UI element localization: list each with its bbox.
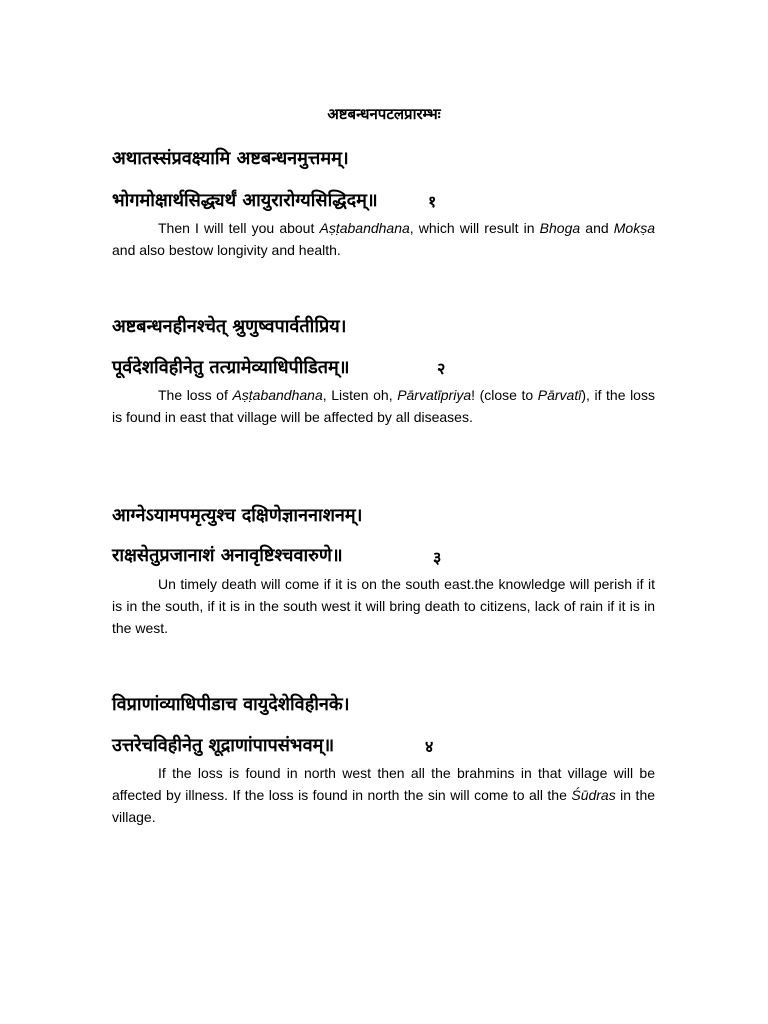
verse-3-translation: Un timely death will come if it is on the south east.the knowledge will perish if it is in the south, if it is in the south west it will bring death to citizens, lack of rain if it is in the west. bbox=[112, 576, 655, 636]
verse-2-number: २ bbox=[437, 359, 446, 378]
verse-4-translation: If the loss is found in north west then all the brahmins in that village will be affected by illness. If the loss is found in north the sin will come to all the Śūdras in the village. bbox=[112, 765, 656, 825]
verse-1-translation: Then I will tell you about Aṣṭabandhana, which will result in Bhoga and Mokṣa and also bestow longivity and health. bbox=[112, 220, 655, 258]
verse-4-line-2: उत्तरेचविहीनेतु शूद्राणांपापसंभवम्॥ bbox=[112, 735, 335, 756]
verse-1-number: १ bbox=[428, 192, 437, 211]
verse-1-line-2: भोगमोक्षार्थसिद्ध्यर्थं आयुरारोग्यसिद्धिदम्॥ bbox=[112, 190, 378, 211]
verse-2-translation: The loss of Aṣṭabandhana, Listen oh, Pārvatīpriya! (close to Pārvatī), if the loss is found in east that village will be affected by all diseases. bbox=[112, 387, 655, 425]
verse-1-line-1: अथातस्संप्रवक्ष्यामि अष्टबन्धनमुत्तमम्। bbox=[112, 148, 349, 169]
verse-4-line-1: विप्राणांव्याधिपीडाच वायुदेशेविहीनके। bbox=[112, 694, 350, 715]
verse-3-number: ३ bbox=[433, 548, 442, 567]
verse-2-line-1: अष्टबन्धनहीनश्चेत् श्रुणुष्वपार्वतीप्रिय। bbox=[112, 316, 347, 337]
verse-3-line-2: राक्षसेतुप्रजानाशं अनावृष्टिश्चवारुणे॥ bbox=[112, 545, 343, 566]
verse-3-line-1: आग्नेऽयामपमृत्युश्च दक्षिणेज्ञाननाशनम्। bbox=[112, 505, 363, 526]
verse-2-line-2: पूर्वदेशविहीनेतु तत्ग्रामेव्याधिपीडितम्॥ bbox=[112, 357, 350, 378]
document-title: अष्टबन्धनपटलप्रारम्भः bbox=[327, 105, 441, 123]
verse-4-number: ४ bbox=[425, 737, 434, 756]
